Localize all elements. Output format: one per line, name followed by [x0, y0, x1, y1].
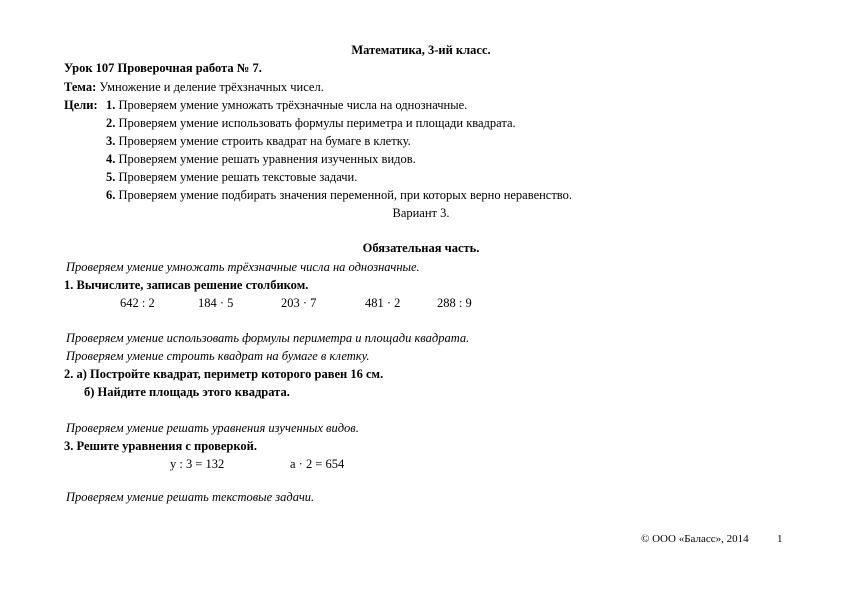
topic-label: Тема:: [64, 80, 97, 94]
expression-1: 642 : 2: [120, 296, 155, 310]
goal-item-4: [106, 152, 416, 167]
goal-item-3: [106, 134, 411, 149]
task2-skill-a: Проверяем умение использовать формулы периметра и площади квадрата.: [66, 331, 470, 345]
goal-text: Проверяем умение использовать формулы периметра и площади квадрата.: [115, 116, 516, 130]
task4-skill: Проверяем умение решать текстовые задачи.: [66, 490, 315, 504]
goal-text: Проверяем умение подбирать значения переменной, при которых верно неравенство.: [115, 188, 573, 202]
task3-title: 3. Решите уравнения с проверкой.: [64, 439, 257, 453]
equation-1: у : 3 = 132: [170, 457, 225, 471]
task2-part-b: б) Найдите площадь этого квадрата.: [84, 385, 290, 399]
task2-skill-b: Проверяем умение строить квадрат на бумаге в клетку.: [66, 349, 370, 363]
topic-line: [64, 80, 324, 95]
goal-text: Проверяем умение строить квадрат на бумаге в клетку.: [115, 134, 411, 148]
goal-item-2: [106, 116, 516, 131]
goal-item-6: [106, 188, 572, 203]
goal-number: 3.: [106, 134, 116, 148]
goals-label: Цели:: [64, 98, 98, 112]
task2-part-a: 2. а) Постройте квадрат, периметр которого равен 16 см.: [64, 367, 384, 381]
task1-title: 1. Вычислите, записав решение столбиком.: [64, 278, 309, 292]
task1-skill: Проверяем умение умножать трёхзначные числа на однозначные.: [66, 260, 420, 274]
goal-item-5: [106, 170, 357, 185]
goal-text: Проверяем умение умножать трёхзначные числа на однозначные.: [115, 98, 468, 112]
goal-number: 4.: [106, 152, 116, 166]
goal-number: 5.: [106, 170, 116, 184]
goal-number: 2.: [106, 116, 116, 130]
goal-number: 6.: [106, 188, 116, 202]
topic-text: Умножение и деление трёхзначных чисел.: [96, 80, 324, 94]
goal-number: 1.: [106, 98, 116, 112]
lesson-line: Урок 107 Проверочная работа № 7.: [64, 61, 262, 75]
goal-text: Проверяем умение решать уравнения изученных видов.: [115, 152, 416, 166]
goal-item-1: [106, 98, 467, 113]
expression-5: 288 : 9: [437, 296, 472, 310]
expression-4: 481 · 2: [365, 296, 401, 310]
expression-2: 184 · 5: [198, 296, 234, 310]
expression-3: 203 · 7: [281, 296, 317, 310]
document-title: Математика, 3-ий класс.: [351, 43, 491, 57]
goal-text: Проверяем умение решать текстовые задачи.: [115, 170, 358, 184]
variant-label: Вариант 3.: [392, 206, 450, 220]
copyright-footer: © ООО «Баласс», 2014: [641, 533, 749, 545]
equation-2: а · 2 = 654: [290, 457, 345, 471]
page-number: 1: [777, 533, 783, 545]
section-title: Обязательная часть.: [362, 241, 480, 255]
task3-skill: Проверяем умение решать уравнения изученных видов.: [66, 421, 359, 435]
